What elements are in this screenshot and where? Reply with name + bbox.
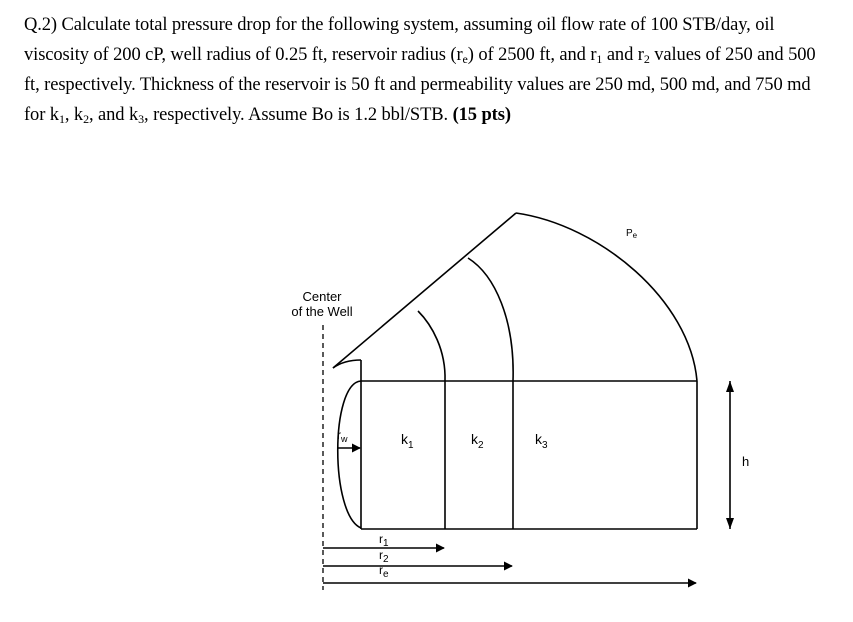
r1-label: $r_1$ xyxy=(379,532,389,549)
k2-label: $k_2$ xyxy=(471,431,484,451)
k1-subscript: 1 xyxy=(58,112,65,126)
outer-arc xyxy=(516,213,697,381)
r2-subscript: 2 xyxy=(643,52,650,66)
pe-label: $P_e$ xyxy=(626,228,638,240)
question-sep-1: , k xyxy=(64,105,84,125)
k2-subscript: 2 xyxy=(83,112,89,126)
h-label: h xyxy=(742,454,750,469)
k3-subscript: 3 xyxy=(138,112,145,126)
wellbore xyxy=(338,381,361,528)
question-prefix: Q.2) Calculate total pressure drop for the following system, assuming oil flow rate of 100 STB/day, oil viscosity of 200 cP, well radius of 0.25 ft, reservoir radius (r xyxy=(24,15,775,65)
k1-label: $k_1$ xyxy=(401,431,414,451)
re-label: $r_e$ xyxy=(379,563,389,580)
arc-r2 xyxy=(468,258,513,381)
question-suffix: , respectively. Assume Bo is 1.2 bbl/STB. xyxy=(144,105,453,125)
rw-label: $r_w$ xyxy=(337,428,348,444)
question-mid-3: values of 250 and 500 ft, respectively. Thickness of the reservoir is 50 ft and permeability values are 250 md, 500 md, and 750 md for k xyxy=(24,45,816,125)
thickness-arrow-top xyxy=(726,381,734,392)
r2-label: $r_2$ xyxy=(379,548,389,565)
question-mid-1: ) of 2500 ft, and r xyxy=(467,45,597,65)
question-points: (15 pts) xyxy=(452,105,511,125)
question-mid-2: and r xyxy=(602,45,644,65)
k3-label: $k_3$ xyxy=(535,431,548,451)
thickness-arrow-bottom xyxy=(726,518,734,529)
re-subscript: e xyxy=(462,52,468,66)
r1-subscript: 1 xyxy=(596,52,603,66)
wedge-left-edge xyxy=(333,213,516,368)
center-label-line-2: of the Well xyxy=(291,304,353,319)
question-sep-2: , and k xyxy=(88,105,139,125)
arc-r1 xyxy=(418,311,445,381)
center-label-line-1: Center xyxy=(302,289,342,304)
